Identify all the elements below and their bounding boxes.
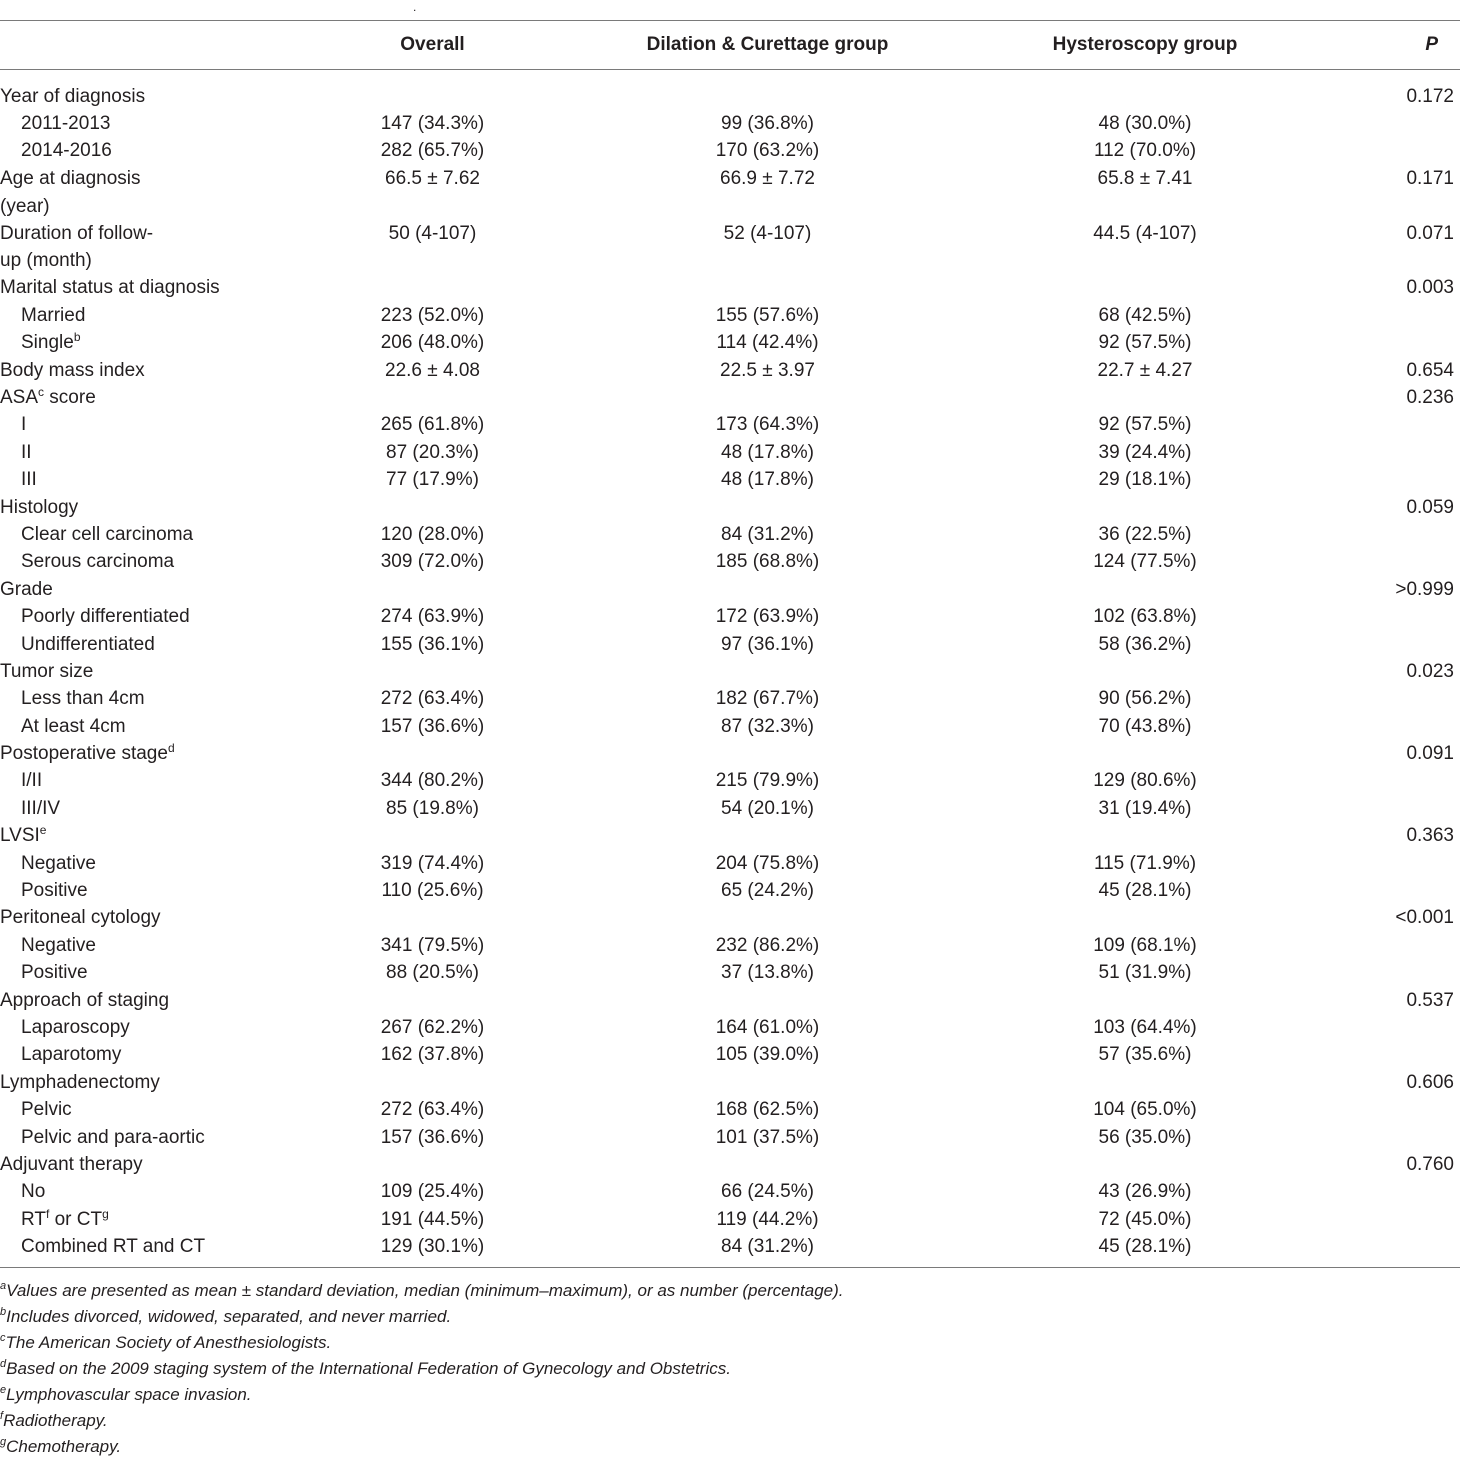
characteristics-table: [0, 20, 1460, 1460]
row-label: [0, 661, 270, 683]
dc-cell: 114 (42.4%): [716, 332, 819, 354]
dc-cell: 99 (36.8%): [721, 113, 814, 135]
hysteroscopy-cell: 43 (26.9%): [1098, 1181, 1192, 1203]
p-value-cell: 0.172: [1406, 85, 1454, 107]
p-value-cell: 0.023: [1406, 660, 1454, 682]
row-label: [0, 1181, 270, 1203]
table-row: [0, 1233, 1460, 1260]
p-value-cell: 0.003: [1406, 277, 1454, 299]
row-label: [0, 1044, 270, 1066]
row-label: [0, 1236, 270, 1258]
footnote-mark: c: [38, 385, 45, 400]
p-value-cell: 0.236: [1406, 387, 1454, 409]
footnote-mark: d: [0, 1357, 7, 1370]
row-label-text: Undifferentiated: [21, 633, 155, 655]
footnote: [0, 1356, 1460, 1382]
row-label-text: Postoperative stage: [0, 743, 168, 765]
table-row: [0, 686, 1460, 713]
overall-cell: 272 (63.4%): [380, 688, 485, 710]
overall-cell: 191 (44.5%): [380, 1208, 485, 1230]
table-row: [0, 110, 1460, 137]
table-row: [0, 1206, 1460, 1233]
dc-cell: 155 (57.6%): [715, 304, 820, 326]
hysteroscopy-cell: 102 (63.8%): [1093, 606, 1197, 628]
p-value-cell: 0.537: [1406, 989, 1454, 1011]
row-label: [0, 305, 270, 327]
dc-cell: 119 (44.2%): [716, 1208, 819, 1230]
footnote: [0, 1304, 1460, 1330]
row-label-text: Age at diagnosis (year): [0, 168, 141, 217]
row-label-text: Combined RT and CT: [21, 1236, 206, 1258]
footnote-mark: g: [102, 1206, 109, 1221]
row-label: [0, 579, 270, 601]
table-row: [0, 850, 1460, 877]
hysteroscopy-cell: 22.7 ± 4.27: [1097, 359, 1193, 381]
row-label: [0, 1017, 270, 1039]
row-label-text: Married: [21, 304, 86, 326]
table-row: [0, 275, 1460, 302]
hysteroscopy-cell: 56 (35.0%): [1098, 1126, 1192, 1148]
dc-cell: 37 (13.8%): [721, 962, 814, 984]
overall-cell: 50 (4-107): [388, 222, 477, 244]
table-row: [0, 960, 1460, 987]
overall-cell: 85 (19.8%): [386, 797, 479, 819]
footnote-text: Based on the 2009 staging system of the International Federation of Gynecology and Obstetrics.: [6, 1358, 731, 1378]
p-value-cell: 0.171: [1406, 168, 1454, 190]
row-label: [0, 414, 270, 436]
row-label-text: Duration of follow-up (month): [0, 222, 154, 272]
row-label: [0, 743, 270, 765]
hysteroscopy-cell: 70 (43.8%): [1098, 715, 1192, 737]
footnote-text: Values are presented as mean ± standard deviation, median (minimum–maximum), or as number (percentage).: [6, 1280, 844, 1300]
row-label: [0, 606, 270, 628]
footnote: [0, 1434, 1460, 1460]
dc-cell: 52 (4-107): [723, 222, 812, 244]
row-label-text: Pelvic: [21, 1099, 72, 1121]
row-label: [0, 524, 270, 546]
overall-cell: 206 (48.0%): [380, 332, 485, 354]
hysteroscopy-cell: 36 (22.5%): [1098, 523, 1192, 545]
row-label-text: III: [21, 469, 37, 491]
row-label-text: Serous carcinoma: [21, 551, 175, 573]
footnote-text: Lymphovascular space invasion.: [6, 1384, 252, 1404]
hysteroscopy-cell: 92 (57.5%): [1098, 414, 1192, 436]
row-label: [0, 497, 270, 519]
top-mark: .: [413, 0, 417, 14]
row-label-text: Negative: [21, 934, 96, 956]
hysteroscopy-cell: 115 (71.9%): [1093, 852, 1197, 874]
row-label-text: Pelvic and para-aortic: [21, 1126, 205, 1148]
dc-cell: 66 (24.5%): [721, 1181, 814, 1203]
overall-cell: 88 (20.5%): [386, 962, 479, 984]
hysteroscopy-cell: 51 (31.9%): [1098, 962, 1192, 984]
overall-cell: 87 (20.3%): [386, 441, 479, 463]
dc-cell: 48 (17.8%): [721, 469, 814, 491]
table-body: [0, 70, 1460, 1267]
overall-cell: 162 (37.8%): [380, 1044, 485, 1066]
overall-cell: 319 (74.4%): [380, 852, 485, 874]
hysteroscopy-cell: 112 (70.0%): [1093, 140, 1197, 162]
row-label-text: ASA: [0, 387, 39, 409]
row-label: [0, 220, 170, 275]
overall-cell: 157 (36.6%): [380, 715, 485, 737]
row-label: [0, 360, 270, 382]
dc-cell: 84 (31.2%): [721, 523, 814, 545]
dc-cell: 97 (36.1%): [721, 633, 814, 655]
dc-cell: 172 (63.9%): [715, 606, 820, 628]
row-label: [0, 716, 270, 738]
table-row: [0, 795, 1460, 822]
row-label-text: Laparoscopy: [21, 1017, 130, 1038]
row-label-text: No: [21, 1181, 46, 1203]
row-label: [0, 165, 170, 220]
p-value-cell: 0.606: [1406, 1071, 1454, 1093]
row-label-text: At least 4cm: [21, 715, 126, 737]
footnote-mark: f: [0, 1409, 4, 1422]
row-label: [0, 634, 270, 656]
overall-cell: 22.6 ± 4.08: [385, 359, 480, 381]
dc-cell: 170 (63.2%): [715, 140, 820, 162]
table-row: [0, 1042, 1460, 1069]
table-row: [0, 1014, 1460, 1041]
dc-cell: 101 (37.5%): [715, 1126, 820, 1148]
p-value-cell: <0.001: [1395, 907, 1454, 929]
row-label-text: Histology: [0, 496, 79, 518]
row-label-text: Lymphadenectomy: [0, 1071, 160, 1093]
p-value-cell: 0.363: [1406, 825, 1454, 847]
table-row: [0, 521, 1460, 548]
row-label: [0, 880, 270, 902]
row-label: [0, 853, 270, 875]
p-value-cell: 0.654: [1406, 359, 1454, 381]
row-label: [0, 387, 270, 409]
hysteroscopy-cell: 44.5 (4-107): [1093, 222, 1197, 244]
table-row: [0, 412, 1460, 439]
table-row: [0, 549, 1460, 576]
footnote: [0, 1408, 1460, 1434]
row-label: [0, 907, 270, 929]
footnote-mark: d: [167, 741, 175, 756]
row-label-text: II: [21, 441, 32, 463]
row-label-text: Approach of staging: [0, 989, 170, 1011]
row-label-suffix: score: [44, 387, 96, 409]
footnote: [0, 1278, 1460, 1304]
table-row: [0, 823, 1460, 850]
row-label-text: LVSI: [0, 825, 40, 847]
footnote-mark: b: [73, 330, 81, 345]
row-label-text: 2011-2013: [21, 113, 111, 135]
footnote: [0, 1330, 1460, 1356]
dc-cell: 168 (62.5%): [715, 1099, 820, 1121]
table-row: [0, 1151, 1460, 1178]
hysteroscopy-cell: 45 (28.1%): [1098, 880, 1192, 902]
dc-cell: 173 (64.3%): [715, 414, 820, 436]
hysteroscopy-cell: 39 (24.4%): [1098, 441, 1192, 463]
row-label: [0, 825, 270, 847]
table-row: [0, 165, 1460, 220]
hysteroscopy-cell: 31 (19.4%): [1098, 797, 1192, 819]
overall-cell: 309 (72.0%): [380, 551, 485, 573]
table-row: [0, 83, 1460, 110]
row-label-text: Grade: [0, 578, 53, 600]
footnote-mark: b: [0, 1305, 7, 1318]
hysteroscopy-cell: 68 (42.5%): [1098, 304, 1192, 326]
overall-cell: 344 (80.2%): [380, 770, 485, 792]
table-row: [0, 494, 1460, 521]
dc-cell: 204 (75.8%): [715, 852, 820, 874]
row-label: [0, 277, 270, 299]
row-label-text: RT: [21, 1208, 46, 1230]
row-label-text: III/IV: [21, 797, 61, 819]
row-label: [0, 935, 270, 957]
row-label: [0, 551, 270, 573]
row-label-text: Positive: [21, 880, 88, 902]
overall-cell: 272 (63.4%): [380, 1099, 485, 1121]
row-label-text: Single: [21, 332, 74, 354]
hysteroscopy-cell: 92 (57.5%): [1098, 332, 1192, 354]
dc-cell: 105 (39.0%): [715, 1044, 820, 1066]
footnote-text: Includes divorced, widowed, separated, and never married.: [6, 1306, 452, 1326]
table-row: [0, 384, 1460, 411]
row-label: [0, 332, 270, 354]
p-value-cell: 0.091: [1406, 743, 1454, 765]
row-label-text: Peritoneal cytology: [0, 907, 161, 929]
footnote-mark: a: [0, 1279, 7, 1292]
overall-cell: 77 (17.9%): [386, 469, 479, 491]
table-row: [0, 905, 1460, 932]
overall-cell: 223 (52.0%): [380, 304, 485, 326]
overall-cell: 129 (30.1%): [380, 1236, 485, 1258]
dc-cell: 22.5 ± 3.97: [720, 359, 815, 381]
row-label: [0, 1099, 270, 1121]
footnote: [0, 1382, 1460, 1408]
overall-cell: 157 (36.6%): [380, 1126, 485, 1148]
footnote-text: Chemotherapy.: [6, 1436, 122, 1456]
row-label: [0, 113, 270, 135]
footnote-text: The American Society of Anesthesiologists.: [5, 1332, 332, 1352]
row-label: [0, 1206, 270, 1231]
hysteroscopy-cell: 72 (45.0%): [1098, 1208, 1192, 1230]
hysteroscopy-cell: 29 (18.1%): [1098, 469, 1192, 491]
overall-cell: 341 (79.5%): [380, 934, 485, 956]
row-label: [0, 442, 270, 464]
row-label-text: Clear cell carcinoma: [21, 523, 194, 545]
table-row: [0, 439, 1460, 466]
overall-cell: 120 (28.0%): [380, 523, 485, 545]
row-label-text: I/II: [21, 770, 43, 792]
hysteroscopy-cell: 65.8 ± 7.41: [1097, 168, 1193, 190]
table-row: [0, 467, 1460, 494]
footnote-mark: e: [0, 1383, 7, 1396]
overall-cell: 66.5 ± 7.62: [385, 168, 480, 190]
dc-cell: 185 (68.8%): [715, 551, 820, 573]
hysteroscopy-cell: 103 (64.4%): [1093, 1017, 1197, 1038]
table-row: [0, 603, 1460, 630]
table-row: [0, 932, 1460, 959]
row-label-text: Year of diagnosis: [0, 85, 146, 107]
row-label: [0, 962, 270, 984]
row-label: [0, 688, 270, 710]
table-row: [0, 740, 1460, 767]
footnote-mark: e: [39, 823, 47, 838]
table-row: [0, 877, 1460, 904]
p-value-cell: >0.999: [1395, 578, 1454, 600]
overall-cell: 265 (61.8%): [380, 414, 485, 436]
dc-cell: 215 (79.9%): [715, 770, 820, 792]
table-row: [0, 1069, 1460, 1096]
overall-cell: 155 (36.1%): [380, 633, 485, 655]
p-value-cell: 0.071: [1406, 222, 1454, 244]
overall-cell: 274 (63.9%): [380, 606, 485, 628]
table-row: [0, 987, 1460, 1014]
row-label: [0, 1127, 270, 1149]
dc-cell: 66.9 ± 7.72: [720, 168, 815, 190]
header-dc-group: Dilation & Curettage group: [646, 34, 889, 55]
overall-cell: 109 (25.4%): [380, 1181, 485, 1203]
row-label: [0, 86, 270, 108]
row-label-text: Laparotomy: [21, 1044, 122, 1066]
dc-cell: 164 (61.0%): [715, 1017, 820, 1038]
row-label: [0, 770, 270, 792]
overall-cell: 267 (62.2%): [380, 1017, 485, 1038]
p-value-cell: 0.760: [1406, 1153, 1454, 1175]
table-row: [0, 713, 1460, 740]
row-label: [0, 469, 270, 491]
row-label-text: Poorly differentiated: [21, 606, 190, 628]
p-value-cell: 0.059: [1406, 496, 1454, 518]
dc-cell: 54 (20.1%): [721, 797, 814, 819]
table-row: [0, 631, 1460, 658]
footnote-mark: f: [45, 1206, 50, 1221]
overall-cell: 110 (25.6%): [381, 880, 484, 902]
row-label: [0, 1072, 270, 1094]
row-label-text: Positive: [21, 962, 88, 984]
table-row: [0, 220, 1460, 275]
table-row: [0, 658, 1460, 685]
hysteroscopy-cell: 48 (30.0%): [1098, 113, 1192, 135]
hysteroscopy-cell: 109 (68.1%): [1093, 934, 1197, 956]
row-label-text: 2014-2016: [21, 140, 112, 162]
row-label: [0, 798, 270, 820]
table-header: [0, 21, 1460, 69]
row-label-text: Negative: [21, 852, 96, 874]
row-label: [0, 140, 270, 162]
header-p: P: [1425, 34, 1438, 55]
table-row: [0, 1179, 1460, 1206]
dc-cell: 87 (32.3%): [721, 715, 814, 737]
overall-cell: 282 (65.7%): [380, 140, 485, 162]
row-label-text: Adjuvant therapy: [0, 1153, 143, 1175]
hysteroscopy-cell: 124 (77.5%): [1093, 551, 1197, 573]
row-label-text: I: [21, 414, 27, 436]
hysteroscopy-cell: 58 (36.2%): [1098, 633, 1192, 655]
row-label-text: Marital status at diagnosis: [0, 277, 220, 299]
row-label: [0, 1154, 270, 1176]
table-row: [0, 138, 1460, 165]
row-label-text: Body mass index: [0, 359, 145, 381]
table-row: [0, 330, 1460, 357]
hysteroscopy-cell: 90 (56.2%): [1098, 688, 1192, 710]
hysteroscopy-cell: 129 (80.6%): [1093, 770, 1197, 792]
dc-cell: 182 (67.7%): [715, 688, 820, 710]
row-label-text: Less than 4cm: [21, 688, 145, 710]
hysteroscopy-cell: 45 (28.1%): [1098, 1236, 1192, 1258]
row-label-text: Tumor size: [0, 660, 94, 682]
footnote-mark: c: [0, 1331, 6, 1344]
row-label: [0, 990, 270, 1012]
table-row: [0, 1124, 1460, 1151]
table-row: [0, 576, 1460, 603]
hysteroscopy-cell: 104 (65.0%): [1093, 1099, 1197, 1121]
dc-cell: 84 (31.2%): [721, 1236, 814, 1258]
row-label-suffix: or CT: [49, 1208, 103, 1230]
footnote-text: Radiotherapy.: [3, 1410, 108, 1430]
footnotes: [0, 1268, 1460, 1460]
hysteroscopy-cell: 57 (35.6%): [1098, 1044, 1192, 1066]
table-row: [0, 1096, 1460, 1123]
dc-cell: 232 (86.2%): [715, 934, 820, 956]
overall-cell: 147 (34.3%): [380, 113, 485, 135]
table-row: [0, 302, 1460, 329]
footnote-mark: g: [0, 1435, 7, 1448]
table-row: [0, 357, 1460, 384]
header-overall: Overall: [400, 34, 465, 55]
dc-cell: 65 (24.2%): [721, 880, 814, 902]
dc-cell: 48 (17.8%): [721, 441, 814, 463]
table-row: [0, 768, 1460, 795]
header-hysteroscopy-group: Hysteroscopy group: [1052, 34, 1238, 55]
